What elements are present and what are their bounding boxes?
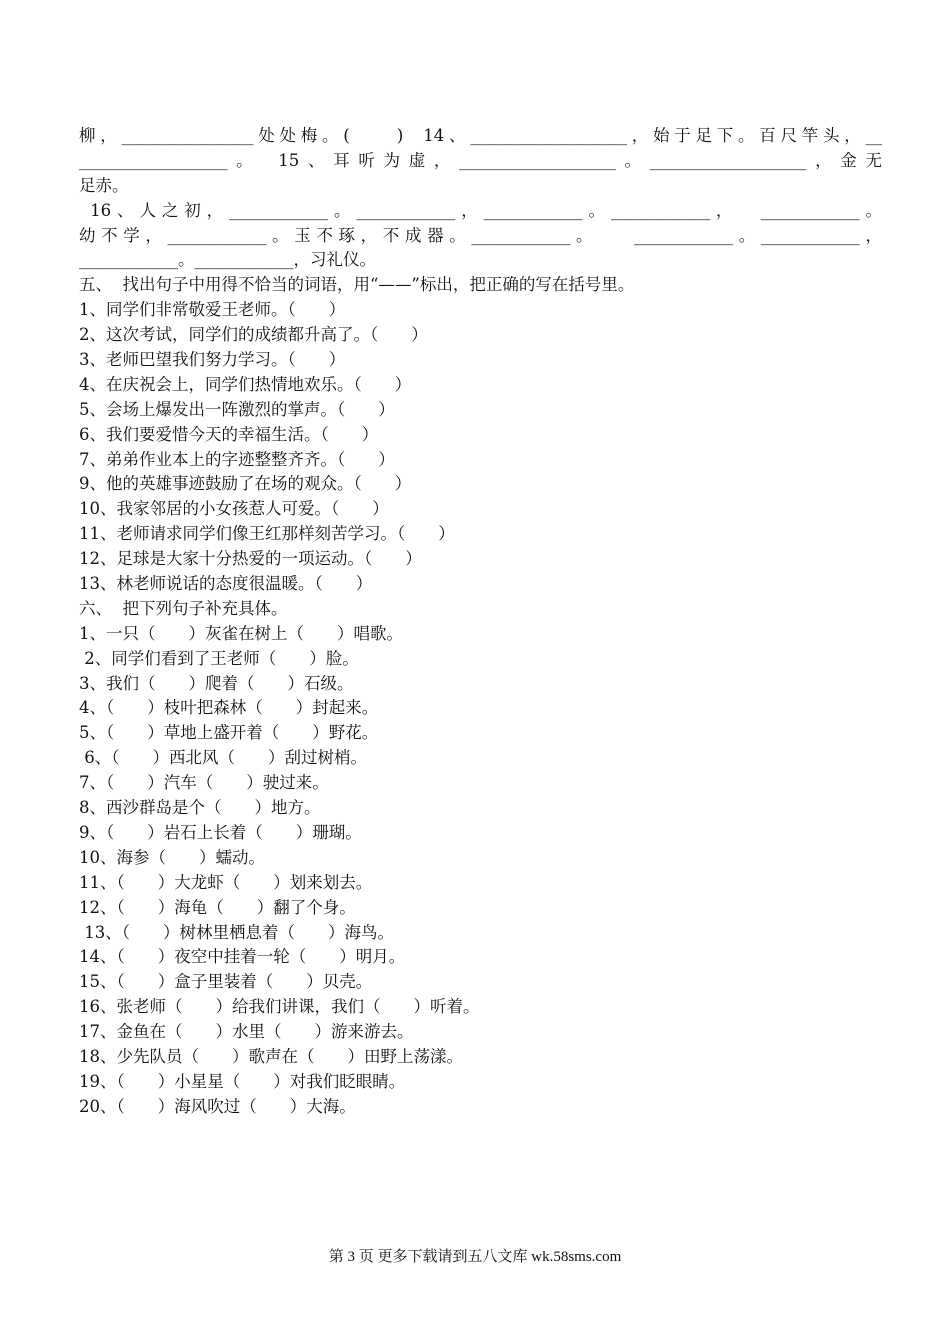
exercise-item: 1、同学们非常敬爱王老师。（ ） (79, 300, 346, 320)
exercise-item: 15、（ ）盒子里装着（ ）贝壳。 (79, 972, 373, 992)
exercise-item: 11、（ ）大龙虾（ ）划来划去。 (79, 872, 373, 892)
exercise-item: 3、老师巴望我们努力学习。（ ） (79, 350, 346, 370)
exercise-item: 4、（ ）枝叶把森林（ ）封起来。 (79, 698, 379, 718)
section-heading: 六、 把下列句子补充具体。 (79, 598, 288, 618)
exercise-item: 5、会场上爆发出一阵激烈的掌声。（ ） (79, 399, 395, 419)
text-line: 16、人之初，____________。____________，____________。____________， ____________。 (79, 200, 882, 220)
exercise-item: 18、少先队员（ ）歌声在（ ）田野上荡漾。 (79, 1046, 463, 1066)
exercise-item: 10、我家邻居的小女孩惹人可爱。（ ） (79, 499, 389, 519)
page-footer: 第 3 页 更多下载请到五八文库 wk.58sms.com (328, 1249, 622, 1265)
exercise-item: 12、足球是大家十分热爱的一项运动。（ ） (79, 549, 422, 569)
exercise-item: 17、金鱼在（ ）水里（ ）游来游去。 (79, 1022, 414, 1042)
text-line: ____________。____________，习礼仪。 (79, 250, 376, 270)
exercise-item: 14、（ ）夜空中挂着一轮（ ）明月。 (79, 947, 406, 967)
exercise-item: 12、（ ）海龟（ ）翻了个身。 (79, 897, 356, 917)
text-line: 足赤。 (79, 175, 129, 195)
exercise-item: 7、（ ）汽车（ ）驶过来。 (79, 773, 329, 793)
exercise-item: 2、同学们看到了王老师（ ）脸。 (79, 648, 359, 668)
document-body (79, 124, 882, 1120)
text-line: 柳，________________处处梅。( ) 14、___________________，始于足下。百尺竿头，__ (79, 126, 882, 145)
exercise-item: 10、海参（ ）蠕动。 (79, 847, 265, 867)
exercise-item: 13、（ ）树林里栖息着（ ）海鸟。 (79, 922, 394, 942)
exercise-item: 6、我们要爱惜今天的幸福生活。（ ） (79, 424, 379, 444)
text-line: __________________。 15、耳听为虚，___________________。___________________，金无 (79, 150, 882, 170)
exercise-item: 3、我们（ ）爬着（ ）石级。 (79, 673, 354, 693)
exercise-item: 8、西沙群岛是个（ ）地方。 (79, 798, 321, 818)
exercise-item: 20、（ ）海风吹过（ ）大海。 (79, 1096, 356, 1116)
exercise-item: 9、他的英雄事迹鼓励了在场的观众。（ ） (79, 474, 412, 494)
exercise-item: 19、（ ）小星星（ ）对我们眨眼睛。 (79, 1071, 406, 1091)
exercise-item: 13、林老师说话的态度很温暖。（ ） (79, 574, 373, 594)
exercise-item: 2、这次考试，同学们的成绩都升高了。（ ） (79, 325, 428, 345)
exercise-item: 6、（ ）西北风（ ）刮过树梢。 (79, 748, 367, 768)
text-line: 幼不学，____________。玉不琢，不成器。____________。 ____________。____________， (79, 225, 882, 245)
exercise-item: 16、张老师（ ）给我们讲课，我们（ ）听着。 (79, 997, 480, 1017)
exercise-item: 5、（ ）草地上盛开着（ ）野花。 (79, 723, 379, 743)
exercise-item: 4、在庆祝会上，同学们热情地欢乐。（ ） (79, 374, 412, 394)
exercise-item: 7、弟弟作业本上的字迹整整齐齐。（ ） (79, 449, 395, 469)
exercise-item: 9、（ ）岩石上长着（ ）珊瑚。 (79, 822, 362, 842)
exercise-item: 11、老师请求同学们像王红那样刻苦学习。（ ） (79, 524, 455, 544)
exercise-item: 1、一只（ ）灰雀在树上（ ）唱歌。 (79, 623, 403, 643)
section-heading: 五、 找出句子中用得不恰当的词语，用“——”标出，把正确的写在括号里。 (79, 275, 635, 295)
